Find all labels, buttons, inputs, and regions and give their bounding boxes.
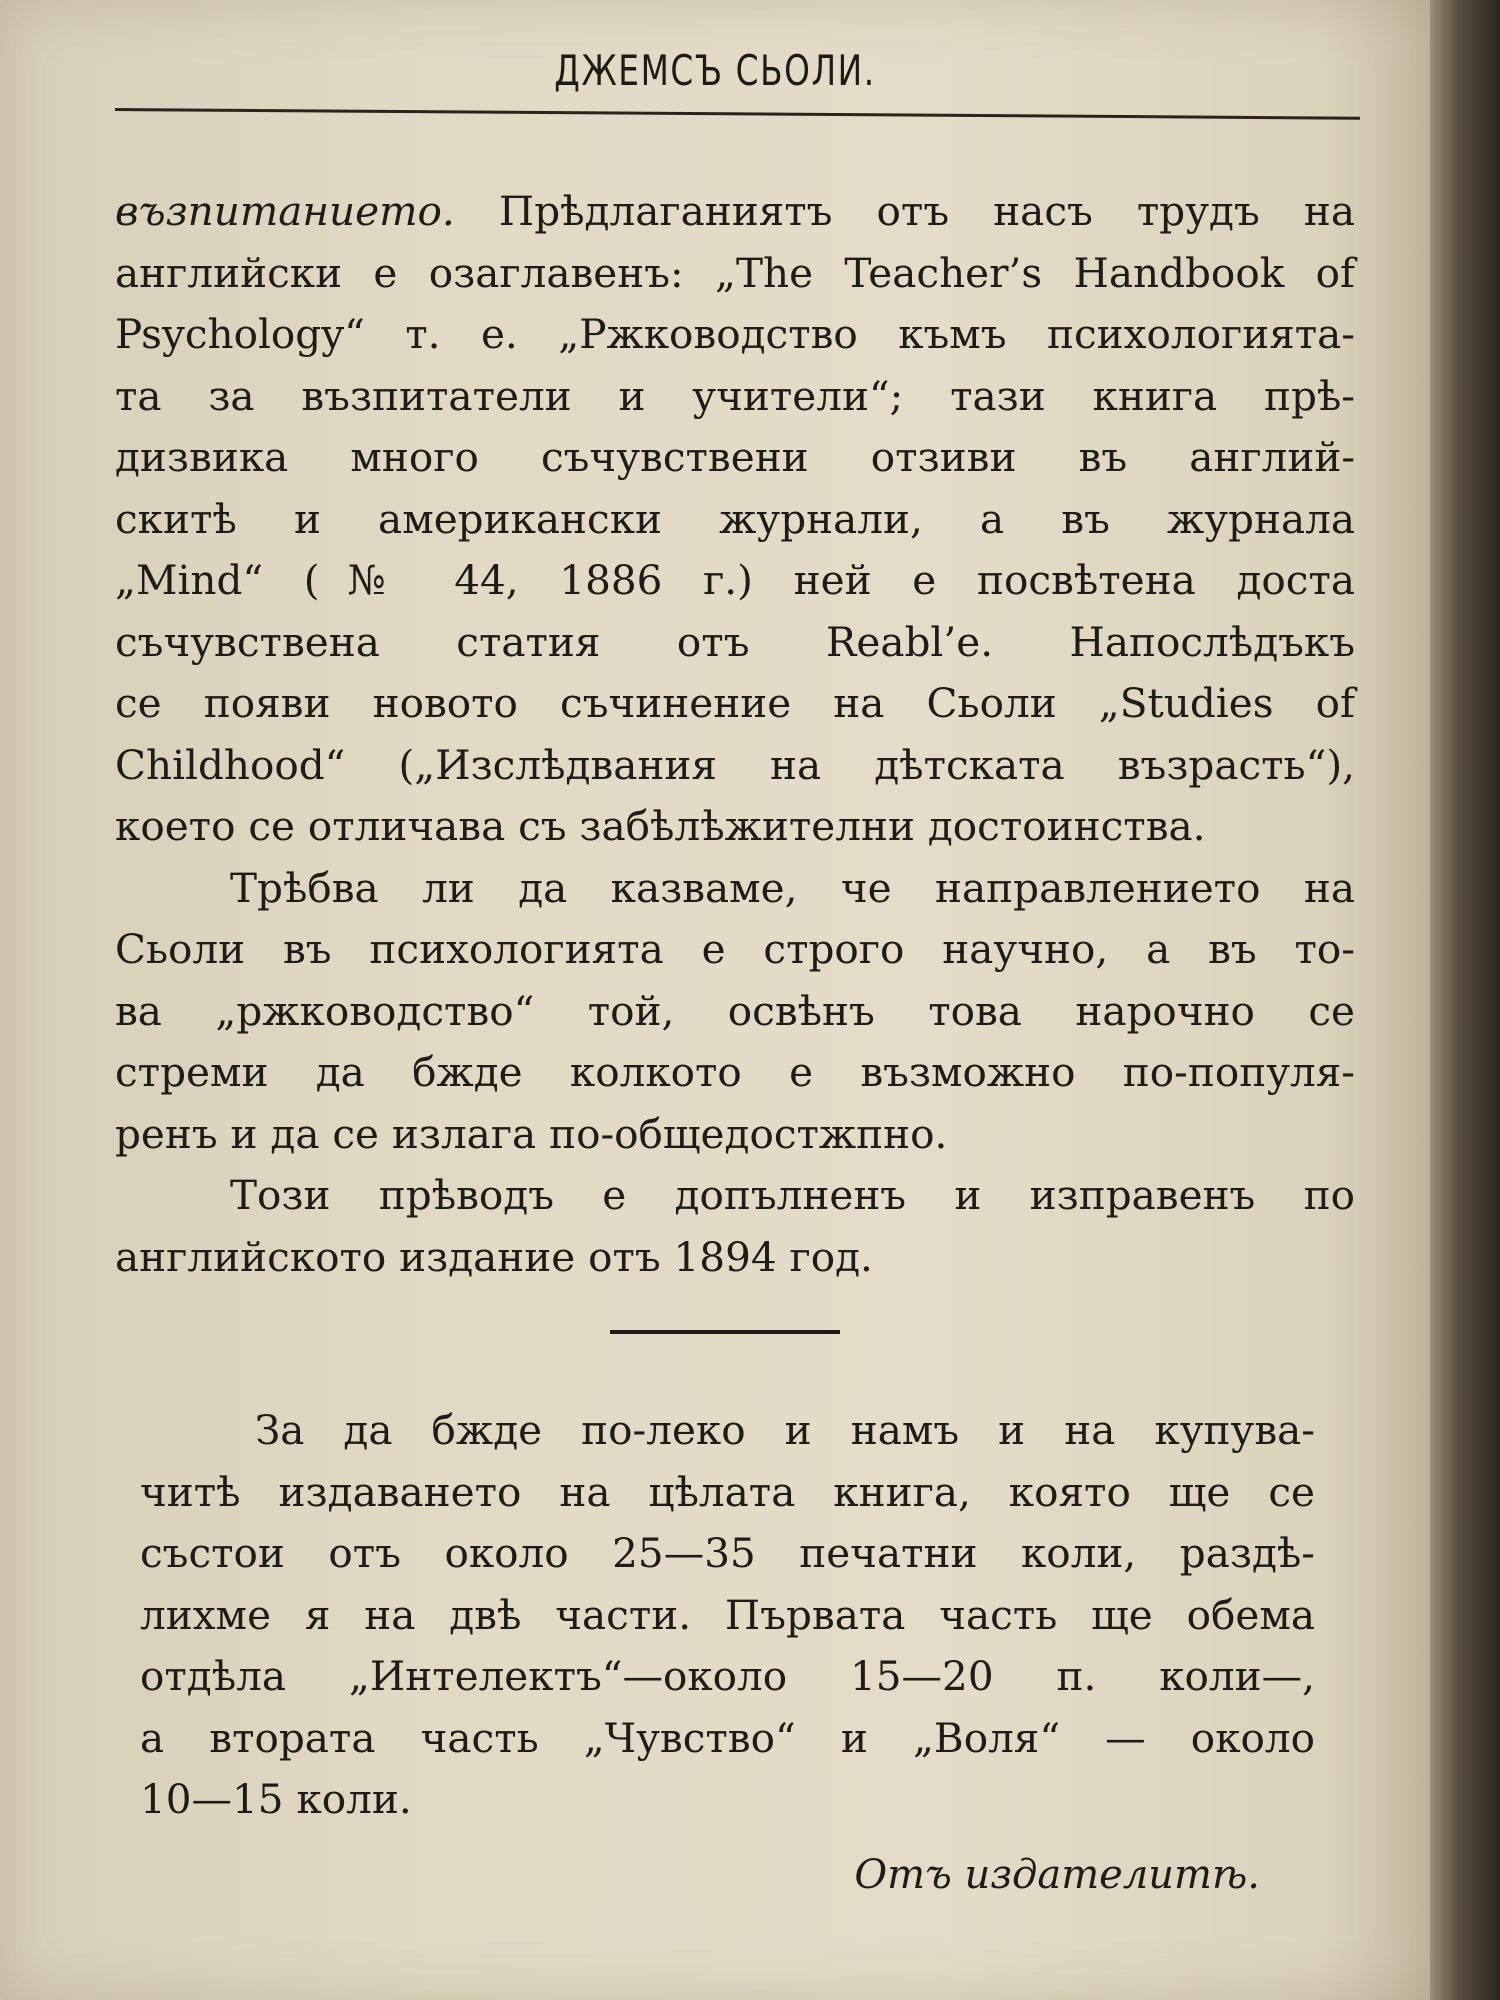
italic-word: възпитанието. (115, 187, 455, 235)
text-line: Трѣбва ли да казваме, че направлението на (230, 863, 1355, 912)
text-line: отдѣла „Интелектъ“—около 15—20 п. коли—, (140, 1652, 1315, 1700)
header-rule (115, 108, 1360, 120)
text-line: се появи новото съчинение на Сьоли „Studies of (115, 679, 1355, 727)
text-line: ренъ и да се излага по-общедостжпно. (115, 1109, 948, 1158)
text-line: Psychology“ т. е. „Ржководство къмъ психологията- (115, 310, 1355, 358)
text-line: „Mind“ (№ 44, 1886 г.) ней е посвѣтена доста (115, 556, 1355, 604)
text-line: а втората часть „Чувство“ и „Воля“ — около (140, 1713, 1315, 1762)
running-head: ДЖЕМСЪ СЬОЛИ. (554, 46, 876, 95)
text-line: та за възпитатели и учители“; тази книга прѣ- (115, 371, 1355, 420)
text-line-rest: Прѣдлаганиятъ отъ насъ трудъ на (454, 187, 1355, 235)
publisher-note-block (140, 1400, 1315, 1831)
text-line: съчувствена статия отъ Reabl’e. Напослѣдъкъ (115, 617, 1355, 666)
text-line: скитѣ и американски журнали, а въ журнала (115, 494, 1355, 543)
text-line: английски е озаглавенъ: „The Teacher’s Handbook of (115, 248, 1355, 297)
text-line: английското издание отъ 1894 год. (115, 1232, 873, 1281)
page-edge-shadow (1430, 0, 1500, 2000)
text-line: стреми да бжде колкото е възможно по-популя- (115, 1048, 1355, 1096)
text-line: Childhood“ („Изслѣдвания на дѣтската възрасть“), (115, 740, 1355, 789)
text-line: дизвика много съчувствени отзиви въ англий- (115, 433, 1355, 481)
text-line: ва „ржководство“ той, освѣнъ това нарочно се (115, 986, 1355, 1035)
text-line: което се отличава съ забѣлѣжителни достоинства. (115, 802, 1206, 850)
section-divider (610, 1330, 840, 1334)
text-line: лихме я на двѣ части. Първата часть ще обема (140, 1590, 1315, 1639)
text-line: Сьоли въ психологията е строго научно, а въ то- (115, 925, 1355, 973)
main-text-block (115, 181, 1355, 1288)
signature: Отъ издателитѣ. (854, 1852, 1260, 1898)
text-line: читѣ издаването на цѣлата книга, която ще се (140, 1467, 1315, 1516)
text-line: За да бжде по-леко и намъ и на купува- (255, 1406, 1315, 1454)
text-line: състои отъ около 25—35 печатни коли, раздѣ- (140, 1529, 1315, 1577)
text-line: Този прѣводъ е допълненъ и изправенъ по (230, 1171, 1355, 1219)
text-line: 10—15 коли. (140, 1775, 412, 1823)
text-line (115, 181, 1355, 243)
